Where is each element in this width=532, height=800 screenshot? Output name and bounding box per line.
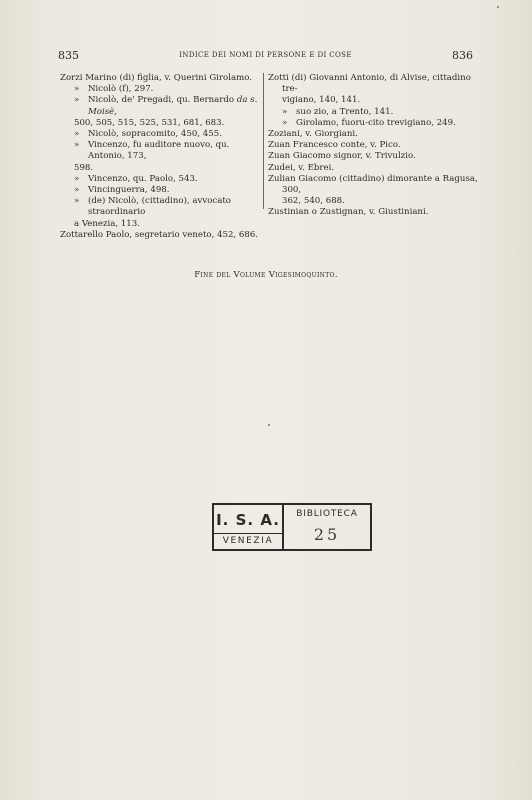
left-index-continuation xyxy=(60,219,260,230)
left-index-subentry xyxy=(60,95,260,117)
running-title: INDICE DEI NOMI DI PERSONE E DI COSE xyxy=(179,51,352,59)
right-index-subentry xyxy=(268,118,480,129)
ditto-mark: » xyxy=(282,117,288,128)
right-index-entry xyxy=(268,140,480,151)
right-index-entry xyxy=(268,129,480,140)
entry-text: Zuan Giacomo signor, v. Trivulzio. xyxy=(268,151,416,162)
entry-text: Vincinguerra, 498. xyxy=(88,185,170,196)
left-index-subentry xyxy=(60,174,260,185)
left-index-subentry xyxy=(60,129,260,140)
stamp-institute: I. S. A. xyxy=(216,511,280,529)
entry-text: Zotti (di) Giovanni Antonio, di Alvise, cittadino tre- xyxy=(268,73,471,95)
ditto-mark: » xyxy=(74,129,80,140)
left-index-subentry xyxy=(60,196,260,218)
entry-text: Nicolò, sopracomito, 450, 455. xyxy=(88,129,222,140)
entry-text: (de) Nicolò, (cittadino), avvocato straordinario xyxy=(88,196,231,218)
end-of-volume-note: Fine del Volume Vigesimoquinto. xyxy=(194,270,338,280)
right-index-continuation xyxy=(268,196,480,207)
ditto-mark: » xyxy=(74,140,80,151)
right-index-entry xyxy=(268,207,480,218)
right-index-entry xyxy=(268,151,480,162)
left-index-subentry xyxy=(60,140,260,162)
library-stamp xyxy=(212,503,372,551)
page-header xyxy=(58,49,473,63)
entry-text: Nicolò (f), 297. xyxy=(88,84,154,95)
ditto-mark: » xyxy=(74,173,80,184)
entry-text: 500, 505, 515, 525, 531, 681, 683. xyxy=(74,117,225,128)
entry-text: Zulian Giacomo (cittadino) dimorante a Ragusa, 300, xyxy=(268,173,478,196)
left-index-subentry xyxy=(60,84,260,95)
right-index-entry xyxy=(268,163,480,174)
ditto-mark: » xyxy=(74,84,80,95)
entry-text: Zudei, v. Ebrei. xyxy=(268,162,335,173)
stamp-institute-box xyxy=(214,505,284,549)
stamp-city: VENEZIA xyxy=(214,533,282,546)
ditto-mark: » xyxy=(74,185,80,196)
left-index-continuation xyxy=(60,163,260,174)
right-index-continuation xyxy=(268,95,480,106)
left-index-subentry xyxy=(60,185,260,196)
right-index-entry xyxy=(268,174,480,196)
right-index-subentry xyxy=(268,107,480,118)
entry-text: a Venezia, 113. xyxy=(74,218,140,229)
page-number-right: 836 xyxy=(452,49,473,62)
ditto-mark: » xyxy=(74,95,80,106)
entry-text: Girolamo, fuoru-cito trevigiano, 249. xyxy=(296,117,456,128)
paper-speck xyxy=(268,424,270,426)
right-index-entry xyxy=(268,73,480,95)
left-index-entry xyxy=(60,73,260,84)
ditto-mark: » xyxy=(282,106,288,117)
entry-text: 598. xyxy=(74,162,94,173)
column-divider xyxy=(263,73,264,209)
left-index-entry xyxy=(60,230,260,241)
page-number-left: 835 xyxy=(58,49,79,62)
entry-text: 362, 540, 688. xyxy=(282,196,345,207)
entry-italic: da s. Moisè, xyxy=(88,95,258,117)
entry-text: Vincenzo, qu. Paolo, 543. xyxy=(88,173,198,184)
index-column-left xyxy=(60,73,260,241)
ditto-mark: » xyxy=(74,196,80,207)
stamp-shelf-number: 25 xyxy=(313,525,341,544)
left-index-continuation xyxy=(60,118,260,129)
entry-text: suo zio, a Trento, 141. xyxy=(296,106,394,117)
entry-text: Vincenzo, fu auditore nuovo, qu. Antonio, 173, xyxy=(88,140,230,162)
entry-text: vigiano, 140, 141. xyxy=(282,95,361,106)
entry-text: Zottarello Paolo, segretario veneto, 452, 686. xyxy=(60,229,259,240)
entry-text: Zorzi Marino (di) figlia, v. Querini Girolamo. xyxy=(60,73,252,83)
stamp-library: BIBLIOTECA xyxy=(296,509,358,519)
stamp-library-box xyxy=(284,505,370,549)
entry-text: Zuan Francesco conte, v. Pico. xyxy=(268,140,401,151)
entry-text: Nicolò, de' Pregadi, qu. Bernardo xyxy=(88,95,237,106)
paper-speck xyxy=(497,6,499,8)
entry-text: Zustinian o Zustignan, v. Giustiniani. xyxy=(268,207,429,218)
index-column-right xyxy=(268,73,480,219)
entry-text: Zoziani, v. Giorgiani. xyxy=(268,129,358,140)
